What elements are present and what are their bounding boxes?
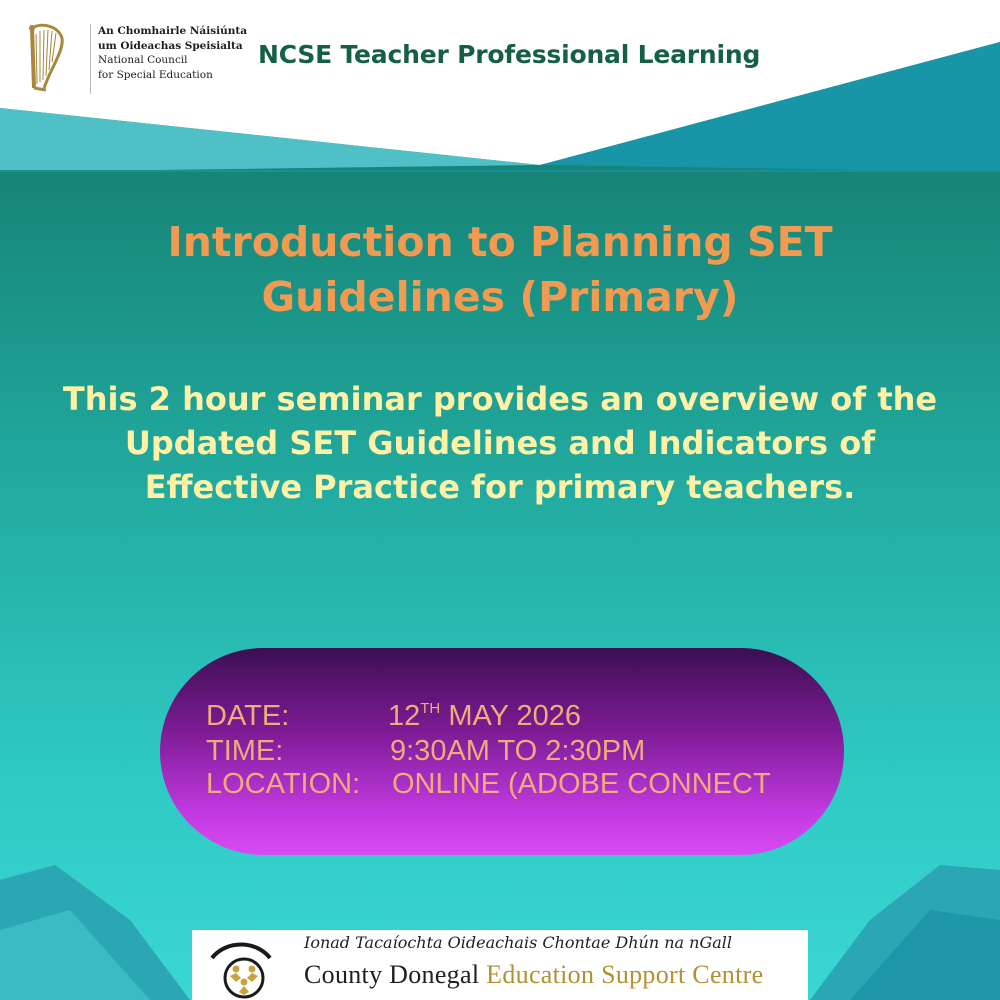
date-day: 12: [388, 700, 421, 732]
logo-text: [98, 24, 247, 82]
harp-icon: [24, 22, 68, 94]
date-month-year: MAY 2026: [440, 700, 582, 732]
date-suffix: TH: [420, 700, 441, 717]
centre-name-highlight: Education Support Centre: [486, 960, 764, 989]
logo-english-line1: National Council: [98, 54, 188, 66]
course-description: This 2 hour seminar provides an overview of the Updated SET Guidelines and Indicators of Effective Practice for primary teachers.: [62, 380, 938, 506]
course-title-line1: Introduction to Planning SET: [167, 218, 833, 266]
location-value: ONLINE (ADOBE CONNECT: [392, 768, 771, 800]
date-value: [388, 700, 581, 733]
date-label: DATE:: [206, 700, 290, 732]
centre-irish-name: Ionad Tacaíochta Oideachais Chontae Dhún na nGall: [304, 933, 732, 952]
centre-english-name: [304, 960, 763, 990]
course-title: [0, 215, 1000, 325]
location-label: LOCATION:: [206, 768, 361, 800]
education-centre-banner: [192, 930, 808, 1000]
education-centre-logo-icon: [208, 938, 272, 1000]
header-title: NCSE Teacher Professional Learning: [258, 40, 761, 69]
time-value: 9:30AM TO 2:30PM: [390, 735, 646, 767]
time-label: TIME:: [206, 735, 284, 767]
centre-county-name: County Donegal: [304, 960, 487, 989]
course-title-line2: Guidelines (Primary): [261, 273, 739, 321]
logo-irish-line1: An Chomhairle Náisiúnta: [98, 25, 248, 37]
logo-divider: [90, 24, 91, 94]
ncse-logo: [18, 18, 248, 102]
logo-english-line2: for Special Education: [98, 68, 213, 81]
logo-irish-line2: um Oideachas Speisialta: [98, 39, 243, 52]
